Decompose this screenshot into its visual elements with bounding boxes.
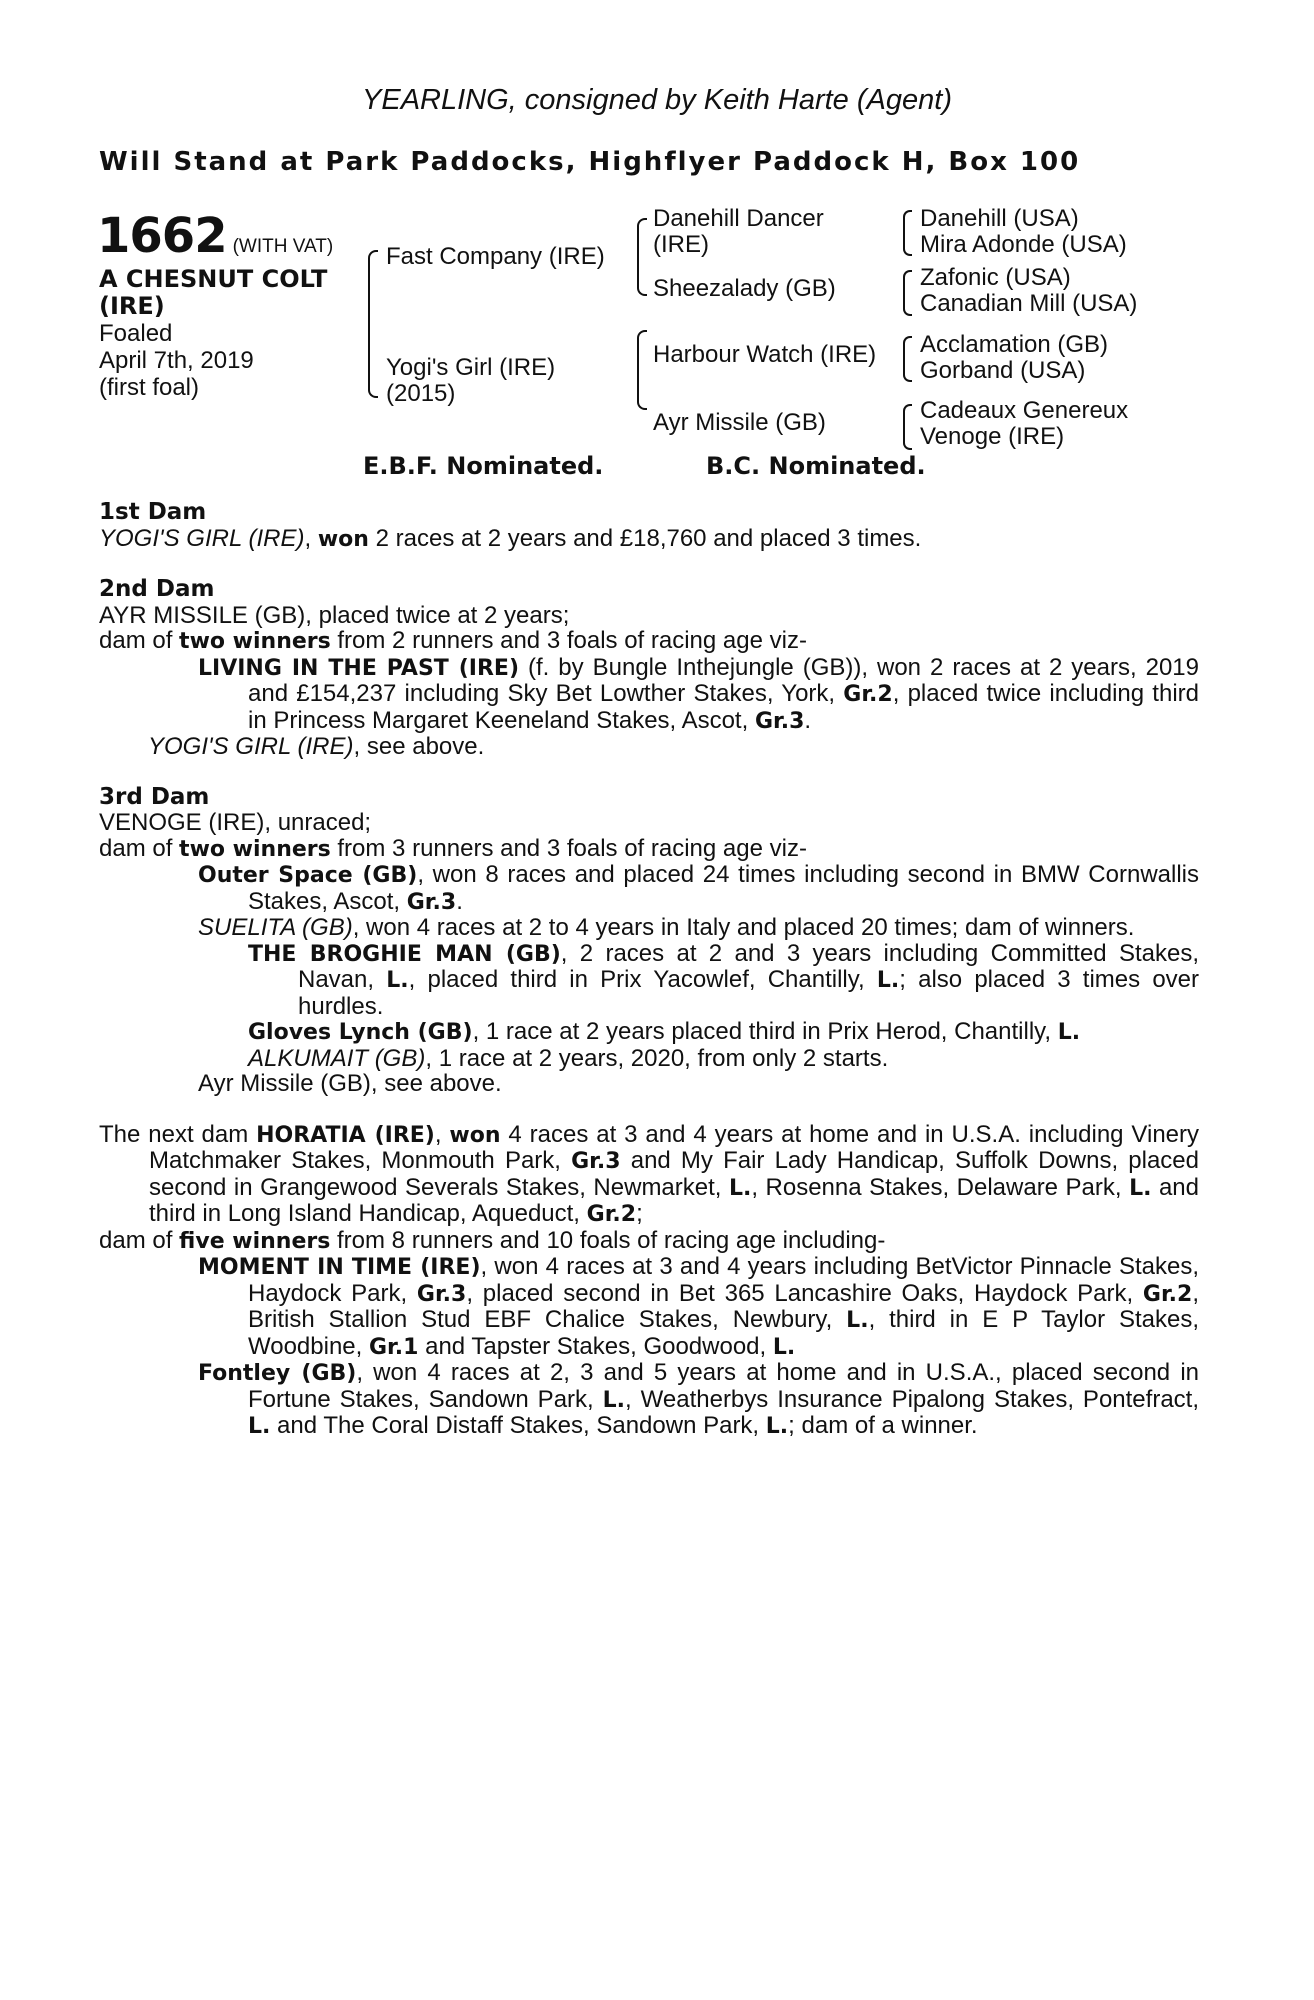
horse-name: HORATIA (IRE) <box>256 1122 435 1148</box>
text: , won 8 races and placed 24 times including second in BMW Cornwallis Stakes, Ascot, <box>248 861 1199 915</box>
text: , <box>434 1120 450 1148</box>
catalogue-body <box>99 500 1199 1440</box>
grade: Gr.3 <box>754 708 805 734</box>
first-dam-name: YOGI'S GIRL (IRE) <box>99 524 305 552</box>
grade: Gr.3 <box>416 1281 467 1307</box>
first-dam-record: 2 races at 2 years and £18,760 and placed 3 times. <box>368 524 922 552</box>
dam-dam: Ayr Missile (GB) <box>653 409 826 436</box>
grand-produce-entry <box>99 1019 1199 1046</box>
text: ; also placed 3 times over hurdles. <box>298 966 1200 1020</box>
text: from 2 runners and 3 foals of racing age viz- <box>330 627 807 654</box>
second-dam-line: AYR MISSILE (GB), placed twice at 2 years; <box>99 601 570 629</box>
text: . <box>456 887 463 915</box>
pedigree-bracket <box>903 404 912 450</box>
sire-sire-line1: Danehill Dancer <box>653 205 824 232</box>
grade: Gr.3 <box>571 1149 621 1174</box>
pedigree-bracket <box>903 336 912 382</box>
listed: L. <box>876 968 900 993</box>
listed: L. <box>248 1414 271 1439</box>
foaled-date: April 7th, 2019 <box>99 347 254 374</box>
second-dam-produce-line <box>99 628 1199 655</box>
foal-note: (first foal) <box>99 374 200 401</box>
grand-produce-entry <box>99 941 1199 1020</box>
horse-name: THE BROGHIE MAN (GB) <box>248 941 561 967</box>
winners-count: two winners <box>179 629 331 654</box>
dam-sire: Harbour Watch (IRE) <box>653 341 877 368</box>
pedigree-bracket <box>368 250 378 398</box>
sire-sire <box>653 206 824 258</box>
gg-dam-3: Gorband (USA) <box>920 357 1086 384</box>
stand-location: Will Stand at Park Paddocks, Highflyer Paddock H, Box 100 <box>99 147 1081 177</box>
listed: L. <box>602 1387 626 1413</box>
next-dam-paragraph <box>99 1122 1199 1228</box>
text: , placed twice including third in Princess Margaret Keeneland Stakes, Ascot, <box>248 680 1199 734</box>
gg-sire-1: Danehill (USA) <box>920 205 1079 232</box>
sire-dam: Sheezalady (GB) <box>653 275 836 302</box>
ebf-nomination: E.B.F. Nominated. <box>363 452 604 480</box>
horse-title-line2: (IRE) <box>99 292 165 320</box>
text: , won 4 races at 2, 3 and 5 years at home and in U.S.A., placed second in Fortune Stakes, Sandown Park, <box>248 1359 1200 1413</box>
horse-name: MOMENT IN TIME (IRE) <box>198 1255 481 1280</box>
grade: Gr.1 <box>368 1334 419 1360</box>
sire-sire-line2: (IRE) <box>653 231 709 258</box>
horse-title-line1: A CHESNUT COLT <box>99 265 328 293</box>
text: ; dam of a winner. <box>788 1412 978 1439</box>
text: , won 4 races at 2 to 4 years in Italy and placed 20 times; dam of winners. <box>352 914 1135 941</box>
dam-name-line2: (2015) <box>386 380 456 407</box>
winners-count: five winners <box>179 1228 331 1254</box>
produce-entry <box>99 1360 1199 1440</box>
gg-sire-3: Acclamation (GB) <box>920 331 1109 358</box>
vat-note: (WITH VAT) <box>232 236 334 257</box>
foaled-label: Foaled <box>99 320 173 347</box>
text: , British Stallion Stud EBF Chalice Stakes, Newbury, <box>248 1279 1199 1333</box>
listed: L. <box>728 1175 752 1201</box>
bc-nomination: B.C. Nominated. <box>706 452 926 480</box>
third-dam-heading: 3rd Dam <box>99 783 210 810</box>
dam-name-line1: Yogi's Girl (IRE) <box>386 354 556 381</box>
grand-produce-entry <box>99 1046 1199 1072</box>
horse-name: ALKUMAIT (GB) <box>248 1044 426 1072</box>
text: dam of <box>99 1226 180 1254</box>
grade: Gr.2 <box>1142 1281 1193 1307</box>
text: and Tapster Stakes, Goodwood, <box>418 1332 773 1360</box>
text: , 1 race at 2 years placed third in Prix Herod, Chantilly, <box>472 1018 1058 1045</box>
text: , Rosenna Stakes, Delaware Park, <box>751 1173 1130 1201</box>
listed: L. <box>386 968 409 993</box>
sire-name: Fast Company (IRE) <box>386 243 605 270</box>
grade: Gr.2 <box>586 1202 637 1227</box>
first-dam-line: YOGI'S GIRL (IRE), won 2 races at 2 years and £18,760 and placed 3 times. <box>99 524 922 552</box>
text: from 3 runners and 3 foals of racing age viz- <box>330 834 807 862</box>
next-dam-produce-line <box>99 1228 1199 1255</box>
first-dam-heading: 1st Dam <box>99 499 207 525</box>
horse-name: Outer Space (GB) <box>198 863 418 888</box>
gg-dam-1: Mira Adonde (USA) <box>920 231 1127 258</box>
pedigree-bracket <box>903 270 912 316</box>
produce-entry <box>99 655 1199 735</box>
pedigree-bracket <box>637 330 647 410</box>
grade: Gr.3 <box>406 889 457 915</box>
produce-entry: Ayr Missile (GB), see above. <box>198 1070 502 1097</box>
text: , see above. <box>353 733 485 760</box>
text: , 2 races at 2 and 3 years including Committed Stakes, Navan, <box>298 939 1200 993</box>
horse-description <box>99 266 327 401</box>
won-label: won <box>317 526 369 552</box>
winners-count: two winners <box>179 836 331 862</box>
horse-name: Fontley (GB) <box>198 1361 357 1386</box>
won-label: won <box>449 1122 501 1148</box>
gg-dam-2: Canadian Mill (USA) <box>920 290 1138 317</box>
listed: L. <box>772 1334 796 1360</box>
text: . <box>804 706 812 734</box>
catalogue-heading: YEARLING, consigned by Keith Harte (Agent) <box>362 84 952 116</box>
text: and third in Long Island Handicap, Aqueduct, <box>149 1173 1199 1227</box>
text: , third in E P Taylor Stakes, Woodbine, <box>248 1306 1200 1360</box>
horse-name: YOGI'S GIRL (IRE) <box>148 733 354 760</box>
produce-entry <box>99 915 1199 941</box>
text: ; <box>636 1200 643 1227</box>
horse-name: Gloves Lynch (GB) <box>248 1020 473 1045</box>
listed: L. <box>765 1414 789 1439</box>
gg-sire-2: Zafonic (USA) <box>920 264 1071 291</box>
third-dam-produce-line <box>99 836 1199 863</box>
text: The next dam <box>99 1120 257 1148</box>
listed: L. <box>846 1308 869 1333</box>
text: , 1 race at 2 years, 2020, from only 2 starts. <box>425 1044 889 1072</box>
text: from 8 runners and 10 foals of racing age including- <box>330 1226 886 1254</box>
text: , Weatherbys Insurance Pipalong Stakes, Pontefract, <box>625 1385 1199 1413</box>
text: , placed second in Bet 365 Lancashire Oaks, Haydock Park, <box>466 1279 1143 1307</box>
horse-name: LIVING IN THE PAST (IRE) <box>198 655 520 681</box>
text: (f. by Bungle Inthejungle (GB)), won 2 races at 2 years, 2019 and £154,237 including Sky Bet Lowther Stakes, York, <box>248 653 1199 707</box>
text: dam of <box>99 834 180 862</box>
listed: L. <box>1129 1175 1152 1201</box>
text: and The Coral Distaff Stakes, Sandown Park, <box>270 1412 766 1439</box>
second-dam-heading: 2nd Dam <box>99 576 215 602</box>
produce-entry <box>99 862 1199 915</box>
produce-entry <box>99 1254 1199 1360</box>
text: , won 4 races at 3 and 4 years including BetVictor Pinnacle Stakes, Haydock Park, <box>248 1253 1199 1307</box>
lot-header <box>97 208 333 264</box>
text: and My Fair Lady Handicap, Suffolk Downs, placed second in Grangewood Severals Stakes, Newmarket, <box>149 1147 1200 1201</box>
third-dam-line: VENOGE (IRE), unraced; <box>99 809 372 836</box>
horse-name: SUELITA (GB) <box>198 914 353 941</box>
text: dam of <box>99 627 180 654</box>
gg-sire-4: Cadeaux Genereux <box>920 397 1129 424</box>
produce-entry <box>99 734 1199 760</box>
pedigree-bracket <box>637 218 647 296</box>
grade: Gr.2 <box>843 682 893 707</box>
listed: L. <box>1057 1020 1081 1045</box>
dam-name <box>386 355 555 407</box>
text: , placed third in Prix Yacowlef, Chantilly, <box>408 966 877 993</box>
gg-dam-4: Venoge (IRE) <box>920 423 1065 450</box>
pedigree-bracket <box>903 210 912 256</box>
text: 4 races at 3 and 4 years at home and in U.S.A. including Vinery Matchmaker Stakes, Monmouth Park, <box>149 1120 1200 1174</box>
lot-number: 1662 <box>97 208 227 264</box>
